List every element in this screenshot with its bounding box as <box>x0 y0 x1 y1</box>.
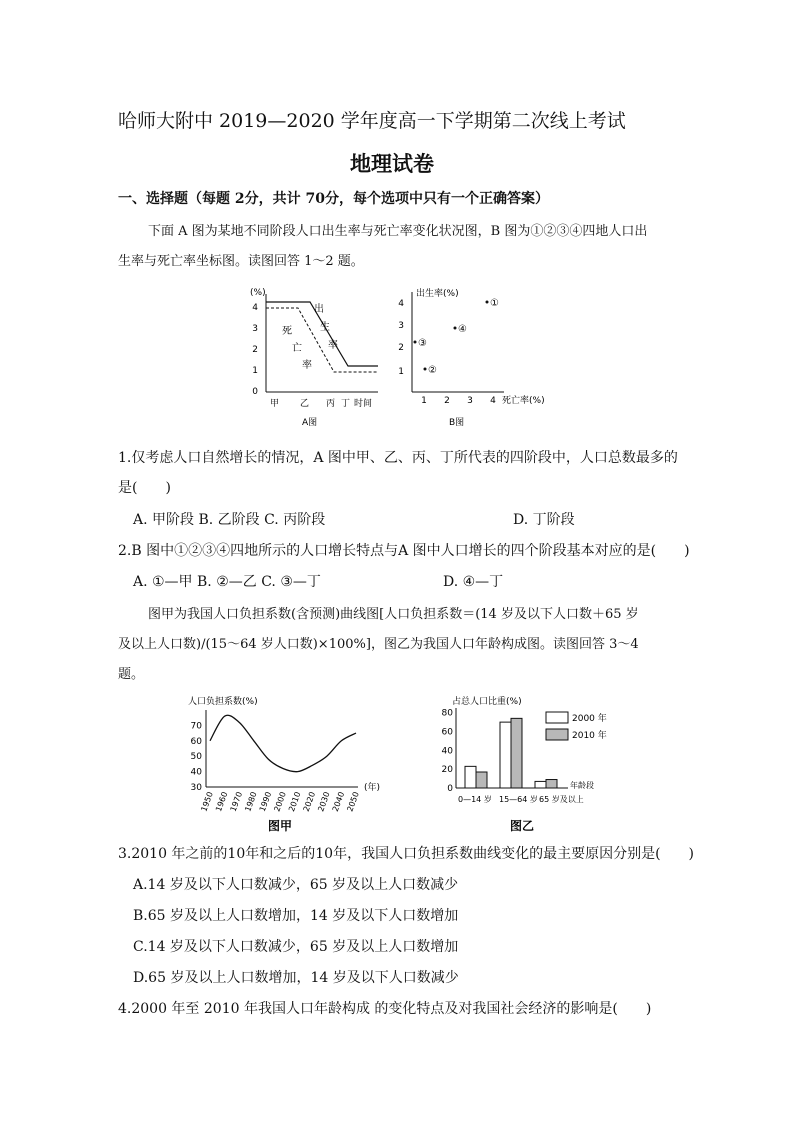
figa-unit: (%) <box>250 288 266 298</box>
yi-bar <box>535 781 546 788</box>
jia-ylabel: 人口负担系数(%) <box>188 697 258 707</box>
figb-xtick: 3 <box>467 396 473 406</box>
jia-xtick: 2000 <box>272 790 288 813</box>
jia-xtick: 2010 <box>287 790 303 813</box>
exam-title: 哈师大附中 2019—2020 学年度高一下学期第二次线上考试 <box>118 110 626 132</box>
figa-ytick: 4 <box>252 303 258 313</box>
figa-birth-char: 率 <box>328 340 338 351</box>
yi-yticks <box>442 709 454 794</box>
figa-xtick: 丙 <box>326 399 336 409</box>
jia-xtick: 1960 <box>214 790 230 813</box>
figa-xtick: 丁 <box>341 399 351 409</box>
q3-option-b: B.65 岁及以上人口数增加，14 岁及以下人口数增加 <box>133 908 459 924</box>
figb-xtick: 2 <box>444 396 450 406</box>
q3-stem: 3.2010 年之前的10年和之后的10年，我国人口负担系数曲线变化的最主要原因分别是( ) <box>118 846 694 862</box>
figb-xtick: 4 <box>490 396 496 406</box>
figure-jia-chart <box>180 690 400 840</box>
yi-legend-2000-swatch <box>546 712 568 723</box>
yi-bar <box>546 780 557 788</box>
jia-xtick: 1980 <box>243 790 259 813</box>
passage2-line-3: 题。 <box>118 667 145 682</box>
q1-stem-1: 1.仅考虑人口自然增长的情况，A 图中甲、乙、丙、丁所代表的四阶段中，人口总数最多的 <box>118 450 678 466</box>
figa-caption: A图 <box>302 418 318 428</box>
jia-series-line <box>210 715 356 771</box>
jia-xtick: 2040 <box>330 790 347 813</box>
intro-line-2: 生率与死亡率坐标图。读图回答 1～2 题。 <box>118 254 364 269</box>
yi-ylabel: 占总人口比重(%) <box>452 697 522 707</box>
figa-ytick: 2 <box>252 345 258 355</box>
figb-point-1-label: ① <box>490 298 499 309</box>
figa-ytick: 1 <box>252 366 258 376</box>
jia-caption: 图甲 <box>268 819 293 833</box>
jia-yticks <box>191 721 203 793</box>
yi-category: 15—64 岁 <box>499 795 538 804</box>
jia-ytick: 30 <box>190 783 202 793</box>
q1-stem-2: 是( ) <box>118 480 171 496</box>
passage2-line-2: 及以上人口数)/(15～64 岁人口数)×100%]，图乙为我国人口年龄构成图。读图回答 3～4 <box>118 637 639 652</box>
yi-category: 0—14 岁 <box>458 795 492 804</box>
jia-xtick: 2030 <box>316 790 332 813</box>
figb-ytick: 4 <box>398 299 404 309</box>
figb-ytick: 3 <box>398 321 404 331</box>
figa-xtick: 甲 <box>270 399 280 409</box>
figa-yticks <box>252 303 258 397</box>
figb-point-2 <box>424 368 427 371</box>
yi-ytick: 80 <box>441 708 453 719</box>
figb-ytick: 1 <box>398 367 404 377</box>
figa-ytick: 0 <box>252 387 258 397</box>
yi-ytick: 40 <box>441 746 453 757</box>
jia-ytick: 50 <box>190 752 202 763</box>
jia-xunit: (年) <box>364 783 381 793</box>
q3-option-a: A.14 岁及以下人口数减少，65 岁及以上人口数减少 <box>133 877 459 893</box>
figa-xtick: 乙 <box>300 399 310 409</box>
figb-ylabel: 出生率(%) <box>416 289 459 299</box>
passage2-line-1: 图甲为我国人口负担系数(含预测)曲线图[人口负担系数＝(14 岁及以下人口数＋65 岁 <box>148 607 639 622</box>
yi-caption: 图乙 <box>510 819 535 833</box>
q3-option-c: C.14 岁及以下人口数减少，65 岁及以上人口数增加 <box>133 939 459 955</box>
jia-xtick: 2050 <box>345 790 361 813</box>
figb-xlabel: 死亡率(%) <box>502 396 545 406</box>
intro-line-1: 下面 A 图为某地不同阶段人口出生率与死亡率变化状况图，B 图为①②③④四地人口出 <box>148 224 648 239</box>
yi-legend-2000: 2000 年 <box>572 714 607 724</box>
figb-caption: B图 <box>449 418 465 428</box>
figb-xtick: 1 <box>421 396 427 406</box>
jia-ytick: 70 <box>190 721 202 732</box>
jia-ytick: 40 <box>190 767 202 778</box>
yi-bars <box>465 718 557 788</box>
figb-point-3 <box>414 341 417 344</box>
figb-point-3-label: ③ <box>418 338 427 349</box>
exam-subtitle: 地理试卷 <box>350 151 434 176</box>
jia-xtick: 2020 <box>301 790 318 813</box>
figure-a <box>240 282 390 432</box>
figa-death-char: 率 <box>302 360 312 371</box>
figb-point-1 <box>486 301 489 304</box>
q3-option-d: D.65 岁及以上人口数增加，14 岁及以下人口数减少 <box>133 970 459 986</box>
figure-b <box>394 282 554 432</box>
yi-bar <box>500 722 511 788</box>
q2-option-d: D. ④—丁 <box>443 574 504 590</box>
figure-yi-chart <box>438 690 638 840</box>
q1-options-abc: A. 甲阶段 B. 乙阶段 C. 丙阶段 <box>133 512 326 528</box>
figa-death-char: 亡 <box>292 343 302 354</box>
jia-xtick: 1970 <box>228 790 245 813</box>
section-heading: 一、选择题（每题 2分，共计 70分，每个选项中只有一个正确答案） <box>118 191 549 207</box>
yi-ytick: 0 <box>447 784 453 794</box>
figb-point-4-label: ④ <box>458 324 467 335</box>
figb-point-4 <box>454 327 457 330</box>
jia-xticks <box>199 791 360 813</box>
figa-birth-char: 出 <box>314 304 324 315</box>
q4-stem: 4.2000 年至 2010 年我国人口年龄构成 的变化特点及对我国社会经济的影响是( ) <box>118 1001 652 1017</box>
yi-ytick: 20 <box>441 765 453 776</box>
figa-death-line <box>266 308 378 372</box>
jia-xtick: 1990 <box>257 790 274 813</box>
figa-birth-char: 生 <box>320 322 330 333</box>
yi-bar <box>511 718 522 788</box>
yi-ytick: 60 <box>441 727 453 738</box>
figa-xlabel: 时间 <box>354 399 373 409</box>
figa-death-char: 死 <box>282 326 292 337</box>
yi-legend-2010: 2010 年 <box>572 731 607 741</box>
figb-point-2-label: ② <box>428 365 437 376</box>
yi-category: 65 岁及以上 <box>539 795 584 804</box>
yi-legend-2010-swatch <box>546 729 568 740</box>
q2-stem: 2.B 图中①②③④四地所示的人口增长特点与A 图中人口增长的四个阶段基本对应的是( ) <box>118 543 690 559</box>
q2-options-abc: A. ①—甲 B. ②—乙 C. ③—丁 <box>133 574 321 590</box>
jia-xtick: 1950 <box>199 790 215 813</box>
yi-bar <box>465 766 476 788</box>
figb-ytick: 2 <box>398 343 404 353</box>
figa-ytick: 3 <box>252 324 258 334</box>
yi-bar <box>476 772 487 788</box>
yi-xlabel: 年龄段 <box>570 781 594 790</box>
q1-option-d: D. 丁阶段 <box>513 512 575 528</box>
jia-ytick: 60 <box>190 736 202 747</box>
